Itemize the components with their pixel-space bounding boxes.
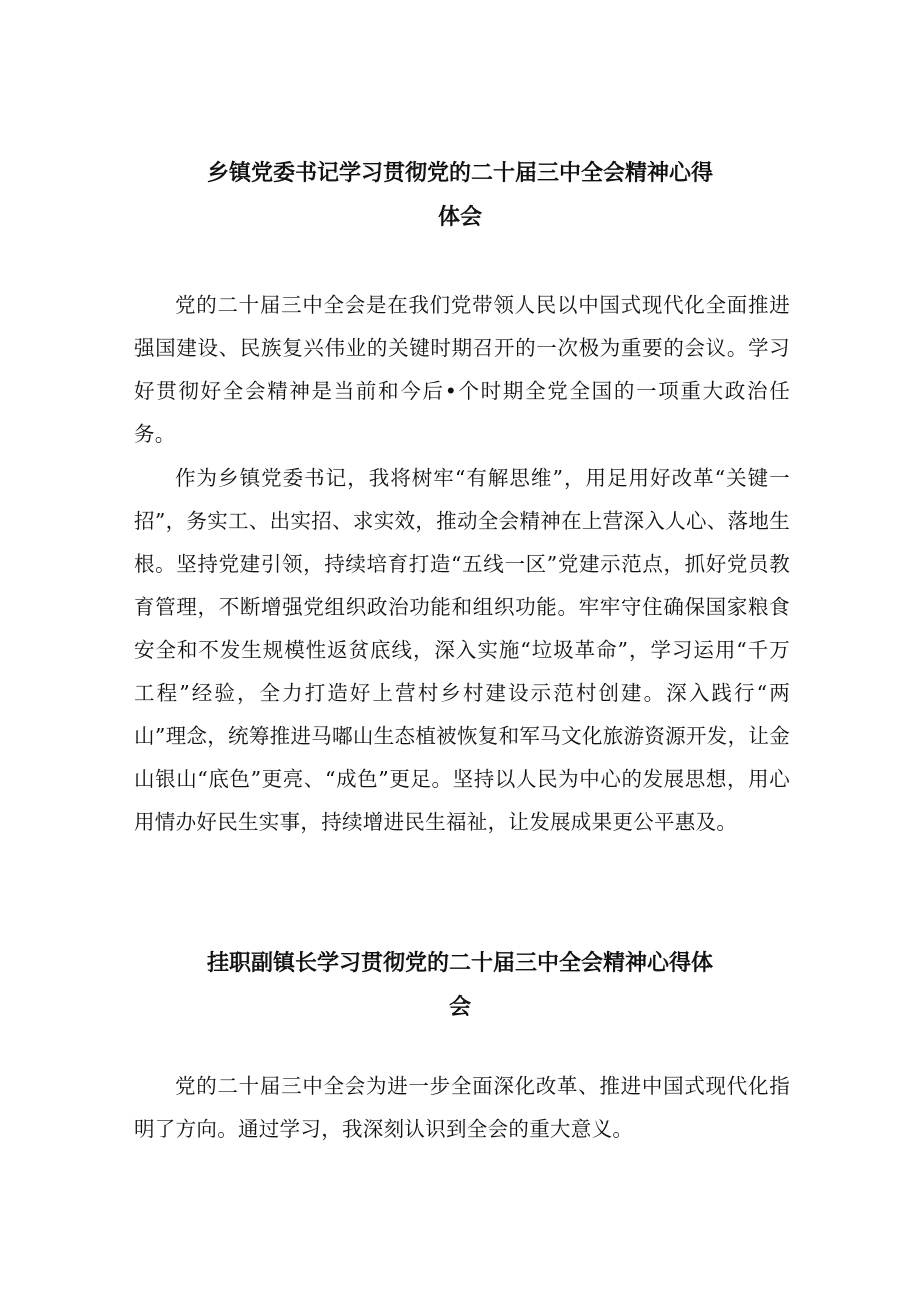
paragraph: 党的二十届三中全会为进一步全面深化改革、推进中国式现代化指明了方向。通过学习，我深刻认识到全会的重大意义。: [134, 1074, 790, 1141]
section-title-line: 乡镇党委书记学习贯彻党的二十届三中全会精神心得: [206, 161, 713, 186]
section-title-line: 会: [448, 995, 471, 1020]
paragraph: 作为乡镇党委书记，我将树牢“有解思维”，用足用好改革“关键一招”，务实工、出实招、求实效，推动全会精神在上营深入人心、落地生根。坚持党建引领，持续培育打造“五线一区”党建示范点，抓好党员教育管理，不断增强党组织政治功能和组织功能。牢牢守住确保国家粮食安全和不发生规模性返贫底线，深入实施“垃圾革命”，学习运用“千万工程”经验，全力打造好上营村乡村建设示范村创建。深入践行“两山”理念，统筹推进马嘟山生态植被恢复和军马文化旅游资源开发，让金山银山“底色”更亮、“成色”更足。坚持以人民为中心的发展思想，用心用情办好民生实事，持续增进民生福祉，让发展成果更公平惠及。: [134, 466, 790, 834]
paragraph: 党的二十届三中全会是在我们党带领人民以中国式现代化全面推进强国建设、民族复兴伟业的关键时期召开的一次极为重要的会议。学习好贯彻好全会精神是当前和今后•个时期全党全国的一项重大政治任务。: [134, 293, 790, 446]
section-title: [130, 152, 790, 240]
section-title: [130, 942, 790, 1030]
section-title-line: 挂职副镇长学习贯彻党的二十届三中全会精神心得体: [206, 951, 713, 976]
section-title-line: 体会: [437, 205, 482, 230]
